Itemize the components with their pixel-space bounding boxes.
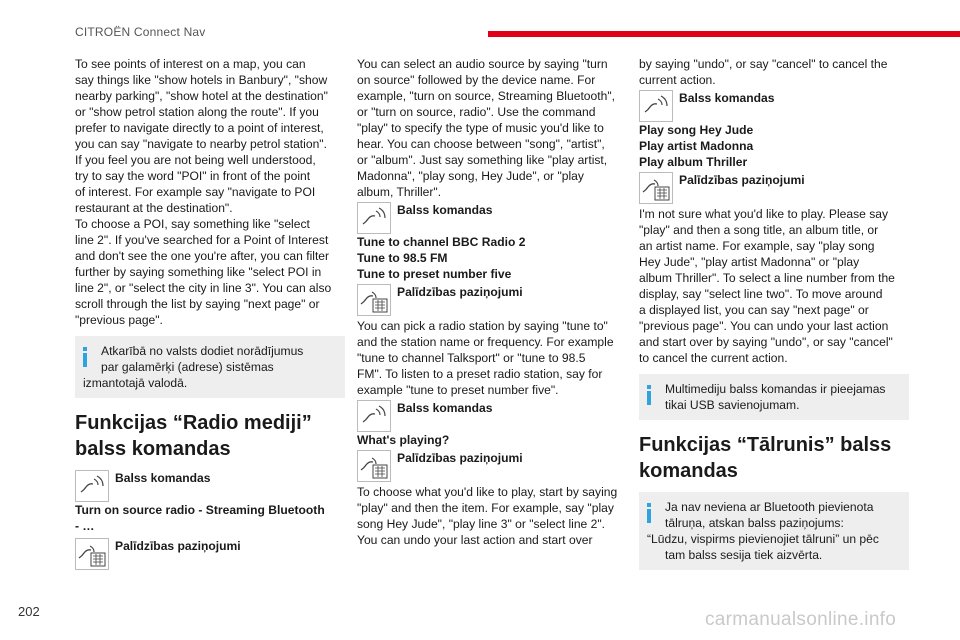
voice-commands-label-row [357,202,627,234]
text-line: restaurant at the destination". [75,201,233,215]
text-line: You can undo your last action and start over [357,533,593,547]
voice-commands-label: Balss komandas [679,91,775,105]
text-line: To see points of interest on a map, you can [75,57,306,71]
command-line: Tune to 98.5 FM [357,251,448,265]
text-line: par galamērķi (adrese) sistēmas [101,360,274,374]
text-line: tikai USB savienojumam. [665,398,800,412]
help-messages-label-row [639,172,909,206]
text-line: You can pick a radio station by saying "tune to" [357,319,608,333]
text-line: a displayed list, you can say "next page" or [639,303,869,317]
voice-commands-label: Balss komandas [397,401,493,415]
text-line: Madonna", "play song, Hey Jude", or "play [357,169,584,183]
text-line: say things like "show hotels in Banbury", "show [75,73,328,87]
text-line: You can select an audio source by saying "turn [357,57,608,71]
audio-source-paragraph [357,56,627,200]
text-line: and the station name or frequency. For example [357,335,614,349]
text-line: current action. [639,73,716,87]
help-messages-label: Palīdzības paziņojumi [397,451,523,465]
section-heading-radio-media [75,410,345,462]
text-line: nearby parking", "show hotel at the destination" [75,89,328,103]
heading-line: Funkcijas “Radio mediji” [75,412,312,434]
header-title: CITROËN Connect Nav [75,25,206,39]
text-line: album Thriller". To select a line number from the [639,271,895,285]
command-line: Tune to channel BBC Radio 2 [357,235,526,249]
voice-commands-label-row [75,470,345,502]
help-messages-label-row [357,450,627,484]
command-line: Play album Thriller [639,155,748,169]
text-line: "tune to channel Talksport" or "tune to 98.5 [357,351,586,365]
text-line: line 2". If you've searched for a Point of Interest [75,233,329,247]
text-line: "play" and then the item. For example, say "play [357,501,614,515]
info-icon [83,347,87,367]
text-line: "play" to specify the type of music you'd like to [357,121,604,135]
info-note-bluetooth [639,492,909,570]
text-line: or "album". Just say something like "play artist, [357,153,608,167]
text-line: or "turn on source, radio". Use the command [357,105,596,119]
voice-commands-label: Balss komandas [397,203,493,217]
help-messages-label: Palīdzības paziņojumi [115,539,241,553]
text-line: you can say "navigate to nearby petrol station". [75,137,327,151]
text-line: izmantotajā valodā. [83,376,188,390]
voice-command-icon [357,400,391,432]
column-1 [75,56,345,572]
text-line: or "show petrol station along the route". If you [75,105,319,119]
text-line: prefer to navigate directly to a point of interest, [75,121,324,135]
page-number: 202 [18,604,40,619]
help-messages-label: Palīdzības paziņojumi [397,285,523,299]
voice-message-icon [75,538,109,570]
voice-command-icon [357,202,391,234]
header-accent-bar [488,31,960,37]
text-line: tālruņa, atskan balss paziņojums: [665,516,844,530]
text-line: FM". To listen to a preset radio station, say for [357,367,603,381]
text-line: try to say the word "POI" in front of the point [75,169,311,183]
text-line: album, Thriller". [357,185,442,199]
help-messages-label: Palīdzības paziņojumi [679,173,805,187]
undo-paragraph [639,56,909,88]
text-line: scroll through the list by saying "next page" or [75,297,320,311]
voice-command-icon [75,470,109,502]
play-help-paragraph [639,206,909,366]
text-line: I'm not sure what you'd like to play. Please say [639,207,889,221]
heading-line: balss komandas [75,438,231,460]
text-line: and don't see the one you're after, you can filter [75,249,330,263]
voice-message-icon [357,450,391,482]
voice-commands-label-row [357,400,627,432]
text-line: example, "turn on source, Streaming Bluetooth", [357,89,615,103]
text-line: example "tune to preset number five". [357,383,559,397]
voice-command-icon [639,90,673,122]
heading-line: komandas [639,460,738,482]
text-line: “Lūdzu, vispirms pievienojiet tālruni” un pēc [647,532,879,546]
command-line: Play song Hey Jude [639,123,754,137]
text-line: song Hey Jude", "play line 3" or "select line 2". [357,517,606,531]
poi-paragraph [75,56,345,328]
text-line: To choose what you'd like to play, start by saying [357,485,618,499]
text-line: Hey Jude", "play artist Madonna" or "play [639,255,860,269]
text-line: and start over by saying "undo", or say "cancel" [639,335,893,349]
text-line: To choose a POI, say something like "select [75,217,310,231]
command-line: What's playing? [357,433,450,447]
command-line: Turn on source radio - Streaming Bluetooth [75,503,325,517]
text-line: "previous page". [75,313,163,327]
info-icon [647,385,651,405]
voice-message-icon [357,284,391,316]
section-heading-phone [639,432,909,484]
text-line: display, say "select line two". To move around [639,287,883,301]
text-line: "play" and then a song title, an album title, or [639,223,879,237]
help-messages-label-row [75,538,345,572]
heading-line: Funkcijas “Tālrunis” balss [639,434,892,456]
text-line: Atkarībā no valsts dodiet norādījumus [101,344,304,358]
text-line: of interest. For example say "navigate to POI [75,185,316,199]
text-line: hear. You can choose between "song", "artist", [357,137,605,151]
voice-commands-label-row [639,90,909,122]
command-line: - … [75,519,95,533]
text-line: Ja nav neviena ar Bluetooth pievienota [665,500,874,514]
command-line: Tune to preset number five [357,267,512,281]
column-2 [357,56,627,548]
text-line: to cancel the current action. [639,351,788,365]
voice-commands-label: Balss komandas [115,471,211,485]
radio-station-paragraph [357,318,627,398]
column-3 [639,56,909,582]
play-paragraph [357,484,627,548]
text-line: Multimediju balss komandas ir pieejamas [665,382,886,396]
text-line: If you feel you are not being well understood, [75,153,316,167]
text-line: further by saying something like "select POI in [75,265,322,279]
text-line: tam balss sesija tiek aizvērta. [665,548,823,562]
info-note-language [75,336,345,398]
help-messages-label-row [357,284,627,318]
text-line: "previous page". You can undo your last action [639,319,889,333]
text-line: by saying "undo", or say "cancel" to cancel the [639,57,888,71]
info-icon [647,503,651,523]
text-line: on source" followed by the device name. For [357,73,596,87]
watermark: carmanualsonline.info [705,609,897,630]
voice-message-icon [639,172,673,204]
info-note-usb [639,374,909,420]
text-line: line 2", or "select the city in line 3". You can also [75,281,332,295]
command-line: Play artist Madonna [639,139,754,153]
text-line: an artist name. For example, say "play song [639,239,875,253]
